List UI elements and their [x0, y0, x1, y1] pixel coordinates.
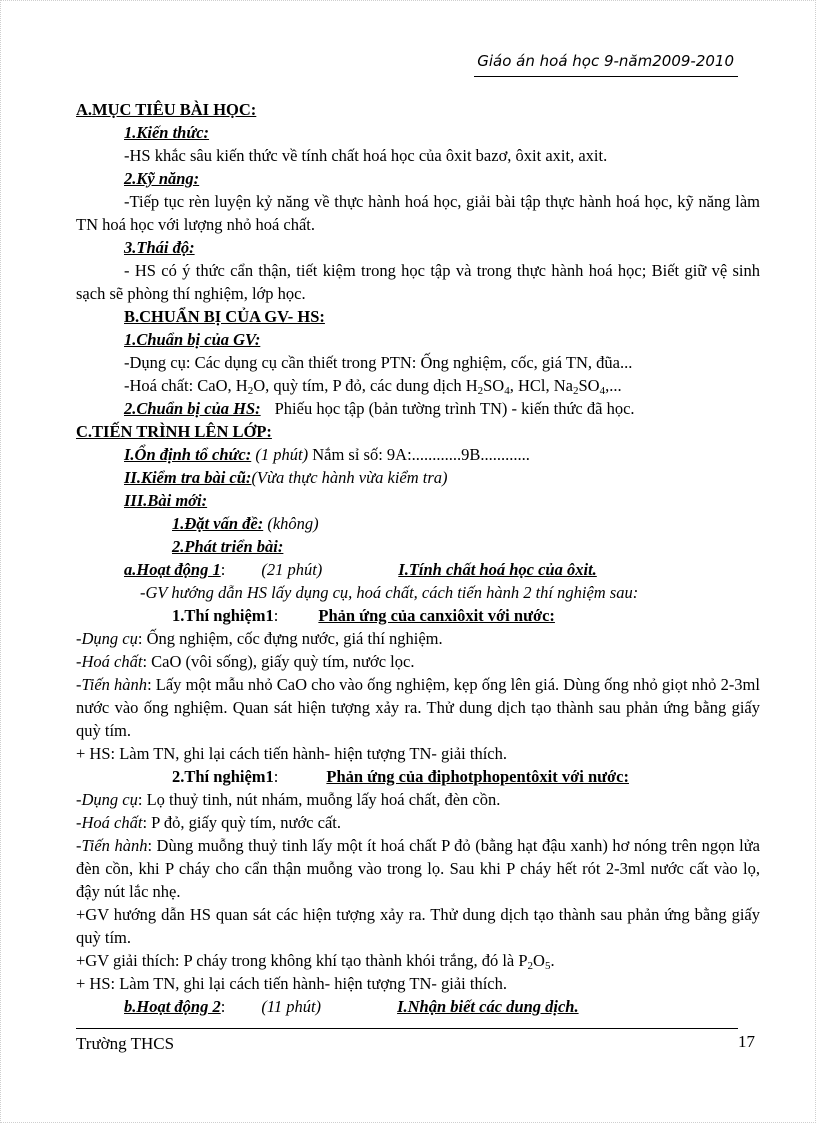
stabilize-title: I.Ổn định tổ chức:: [124, 445, 252, 464]
experiment2-student-task: + HS: Làm TN, ghi lại cách tiến hành- hiện tượng TN- giải thích.: [76, 974, 507, 993]
review-text: (Vừa thực hành vừa kiểm tra): [251, 468, 448, 487]
activity1-colon: :: [220, 560, 226, 579]
experiment1-student-task: + HS: Làm TN, ghi lại cách tiến hành- hiện tượng TN- giải thích.: [76, 744, 507, 763]
attitude-text: - HS có ý thức cẩn thận, tiết kiệm trong học tập và trong thực hành hoá học; Biết giữ vệ sinh sạch sẽ phòng thí nghiệm, lớp học.: [76, 261, 760, 303]
page-number: 17: [738, 1032, 755, 1051]
experiment1-equipment: -Dụng cụ: Ống nghiệm, cốc đựng nước, giá thí nghiệm.: [76, 629, 443, 648]
header-rule: [474, 76, 738, 77]
section-b-title: B.CHUẨN BỊ CỦA GV- HS:: [124, 307, 325, 326]
activity2-colon: :: [220, 997, 226, 1016]
stabilize-time: (1 phút): [255, 445, 309, 464]
teacher-prep-title: 1.Chuẩn bị của GV:: [124, 330, 261, 349]
section-a-title: A.MỤC TIÊU BÀI HỌC:: [76, 100, 257, 119]
problem-text: (không): [267, 514, 319, 533]
section-c-title: C.TIẾN TRÌNH LÊN LỚP:: [76, 422, 272, 441]
review-title: II.Kiểm tra bài cũ:: [124, 468, 252, 487]
knowledge-text: -HS khắc sâu kiến thức về tính chất hoá học của ôxit bazơ, ôxit axit, axit.: [124, 146, 608, 165]
stabilize-text: Nắm sỉ số: 9A:............9B............: [312, 445, 530, 464]
activity1-time: (21 phút): [261, 560, 323, 579]
experiment1-topic: Phản ứng của canxiôxit với nước:: [318, 606, 555, 625]
problem-title: 1.Đặt vấn đề:: [172, 514, 264, 533]
activity2-title: b.Hoạt động 2: [124, 997, 221, 1016]
new-lesson-title: III.Bài mới:: [124, 491, 208, 510]
teacher-equipment: -Dụng cụ: Các dụng cụ cần thiết trong PTN: Ống nghiệm, cốc, giá TN, đũa...: [124, 353, 633, 372]
teacher-observation: +GV hướng dẫn HS quan sát các hiện tượng xảy ra. Thử dung dịch tạo thành sau phản ứng bằng giấy quỳ tím.: [76, 905, 760, 947]
attitude-title: 3.Thái độ:: [124, 238, 195, 257]
skills-title: 2.Kỹ năng:: [124, 169, 200, 188]
teacher-explanation: +GV giải thích: P cháy trong không khí tạo thành khói trắng, đó là $P_2O_5$.: [76, 951, 555, 972]
experiment1-procedure: -Tiến hành: Lấy một mẫu nhỏ CaO cho vào ống nghiệm, kẹp ống lên giá. Dùng ống nhỏ giọt nhỏ 2-3ml nước vào ống nghiệm. Quan sát hiện tượng xảy ra. Thử dung dịch tạo thành sau phản ứng bằng giấy quỳ tím.: [76, 675, 760, 740]
activity1-title: a.Hoạt động 1: [124, 560, 221, 579]
experiment2-topic: Phản ứng của điphotphopentôxit với nước:: [326, 767, 629, 786]
footer-rule: [76, 1028, 738, 1029]
page-header-title: Giáo án hoá học 9-năm2009-2010: [477, 52, 734, 70]
experiment2-colon: :: [273, 767, 279, 786]
student-prep-title: 2.Chuẩn bị của HS:: [124, 399, 261, 418]
experiment1-title: 1.Thí nghiệm1: [172, 606, 274, 625]
activity1-topic: I.Tính chất hoá học của ôxit.: [398, 560, 597, 579]
development-title: 2.Phát triển bài:: [172, 537, 284, 556]
experiment2-procedure: -Tiến hành: Dùng muỗng thuỷ tinh lấy một ít hoá chất P đỏ (bằng hạt đậu xanh) hơ nóng trên ngọn lửa đèn cồn, khi P cháy cho cẩn thận muỗng vào trong lọ. Sau khi P cháy hết rót 2-3ml nước cất vào lọ, đậy nút lắc nhẹ.: [76, 836, 760, 901]
footer-school: Trường THCS: [76, 1034, 175, 1053]
skills-text: -Tiếp tục rèn luyện kỷ năng về thực hành hoá học, giải bài tập thực hành hoá học, kỹ năng làm TN hoá học với lượng nhỏ hoá chất.: [76, 192, 760, 234]
experiment2-equipment: -Dụng cụ: Lọ thuỷ tinh, nút nhám, muỗng lấy hoá chất, đèn cồn.: [76, 790, 501, 809]
knowledge-title: 1.Kiến thức:: [124, 123, 210, 142]
teacher-chemicals: -Hoá chất: CaO, $H_2O$, quỳ tím, P đỏ, các dung dịch $H_2SO_4$, HCl, $Na_2SO_4$,...: [124, 376, 622, 397]
student-prep-text: Phiếu học tập (bản tường trình TN) - kiến thức đã học.: [274, 399, 635, 418]
experiment1-colon: :: [273, 606, 279, 625]
activity2-topic: I.Nhận biết các dung dịch.: [397, 997, 579, 1016]
experiment2-title: 2.Thí nghiệm1: [172, 767, 274, 786]
experiment1-chemicals: -Hoá chất: CaO (vôi sống), giấy quỳ tím, nước lọc.: [76, 652, 415, 671]
experiment2-chemicals: -Hoá chất: P đỏ, giấy quỳ tím, nước cất.: [76, 813, 341, 832]
activity2-time: (11 phút): [261, 997, 322, 1016]
lesson-content: [76, 98, 760, 1018]
teacher-guide-text: -GV hướng dẫn HS lấy dụng cụ, hoá chất, cách tiến hành 2 thí nghiệm sau:: [140, 583, 639, 602]
